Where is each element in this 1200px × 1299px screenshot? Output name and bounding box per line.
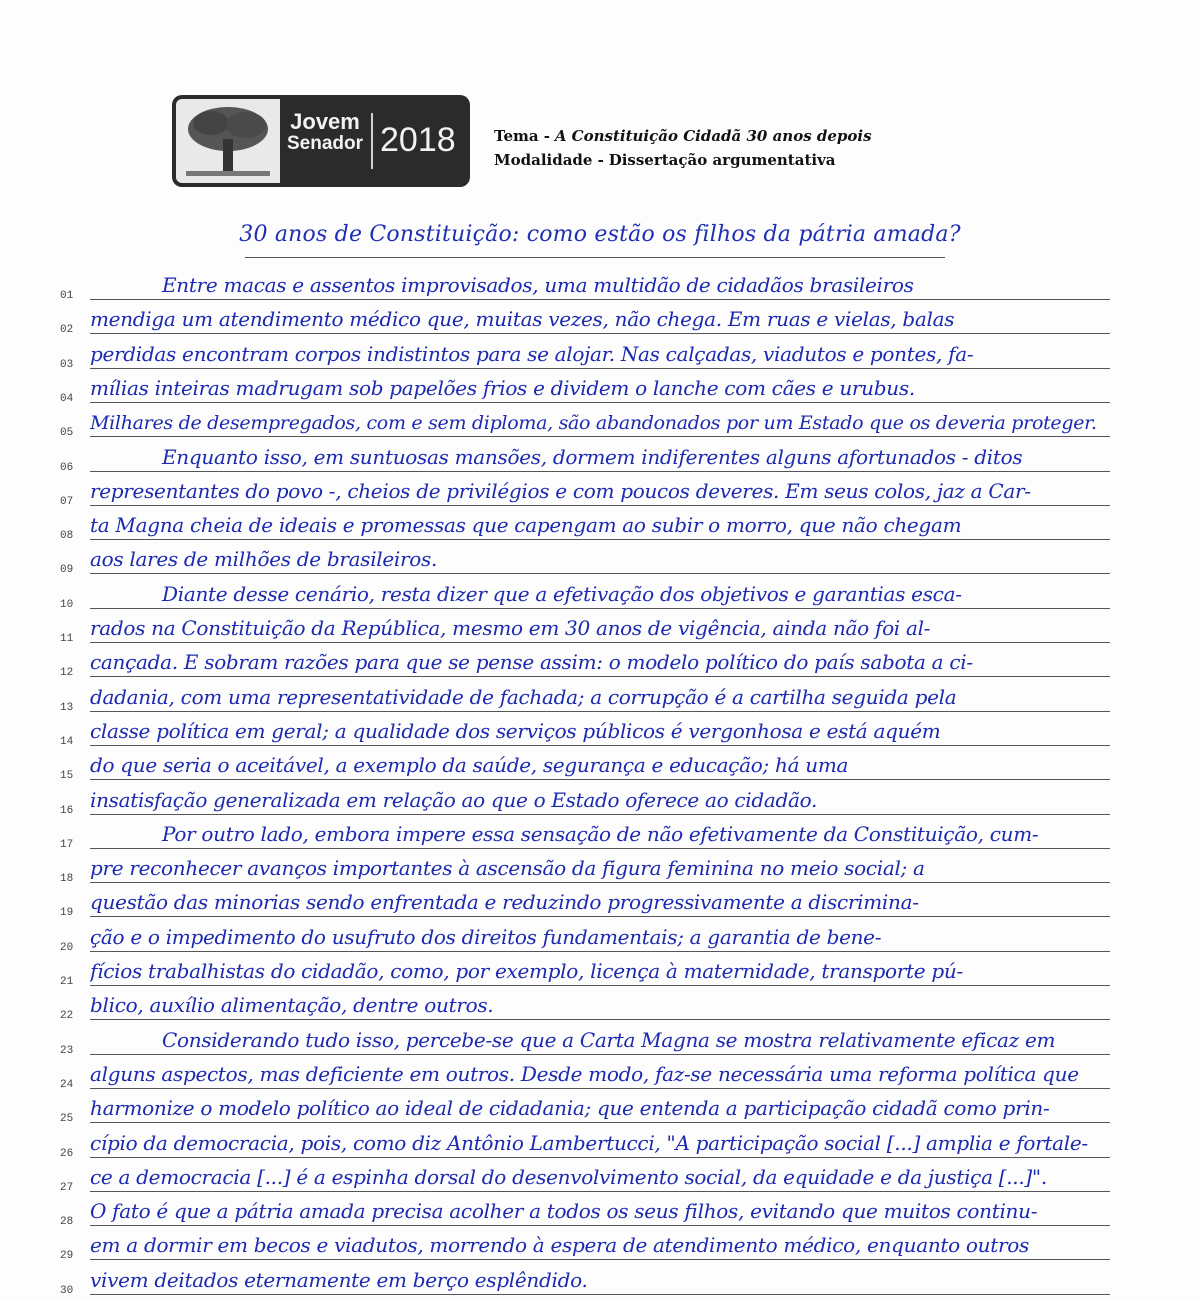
line-number: 16 <box>60 804 74 817</box>
line-rule <box>90 1294 1110 1295</box>
essay-line <box>60 613 1110 647</box>
logo-year: 2018 <box>380 121 456 159</box>
essay-metadata <box>494 124 872 172</box>
essay-line <box>60 373 1110 407</box>
line-rule <box>90 642 1110 643</box>
line-rule <box>90 1054 1110 1055</box>
handwritten-text: mendiga um atendimento médico que, muitas vezes, não chega. Em ruas e vielas, balas <box>90 307 955 332</box>
theme-value: A Constituição Cidadã 30 anos depois <box>554 127 872 145</box>
logo-word-senador: Senador <box>286 133 364 154</box>
essay-line <box>60 510 1110 544</box>
line-number: 22 <box>60 1010 74 1023</box>
line-rule <box>90 368 1110 369</box>
handwritten-text: em a dormir em becos e viadutos, morrendo à espera de atendimento médico, enquanto outros <box>90 1233 1029 1258</box>
essay-line <box>60 1093 1110 1127</box>
handwritten-text: mílias inteiras madrugam sob papelões frios e dividem o lanche com cães e urubus. <box>90 375 915 400</box>
essay-line <box>60 476 1110 510</box>
handwritten-text: cípio da democracia, pois, como diz Antônio Lambertucci, "A participação social [...] amplia e fortale- <box>90 1130 1088 1155</box>
handwritten-text: do que seria o aceitável, a exemplo da saúde, segurança e educação; há uma <box>90 753 849 778</box>
line-number: 25 <box>60 1113 74 1126</box>
line-rule <box>90 573 1110 574</box>
line-rule <box>90 814 1110 815</box>
essay-line <box>60 407 1110 441</box>
line-rule <box>90 608 1110 609</box>
essay-line <box>60 304 1110 338</box>
handwritten-text: blico, auxílio alimentação, dentre outros. <box>90 993 494 1018</box>
line-rule <box>90 1225 1110 1226</box>
line-number: 21 <box>60 976 74 988</box>
theme-row <box>494 124 872 148</box>
handwritten-text: representantes do povo -, cheios de privilégios e com poucos deveres. Em seus colos, jaz a Car- <box>90 478 1031 503</box>
handwritten-text: ção e o impedimento do usufruto dos direitos fundamentais; a garantia de bene- <box>90 924 882 949</box>
line-number: 06 <box>60 461 74 474</box>
line-number: 26 <box>60 1147 74 1160</box>
essay-line <box>60 544 1110 578</box>
line-number: 27 <box>60 1181 74 1194</box>
line-rule <box>90 471 1110 472</box>
essay-line <box>60 1128 1110 1162</box>
line-rule <box>90 1088 1110 1089</box>
line-rule <box>90 711 1110 712</box>
handwritten-text: pre reconhecer avanços importantes à ascensão da figura feminina no meio social; a <box>90 856 925 881</box>
handwritten-text: perdidas encontram corpos indistintos para se alojar. Nas calçadas, viadutos e pontes, fa- <box>90 341 974 366</box>
essay-line <box>60 270 1110 304</box>
essay-line <box>60 819 1110 853</box>
line-rule <box>90 882 1110 883</box>
line-number: 05 <box>60 427 74 440</box>
line-number: 01 <box>60 290 74 302</box>
line-rule <box>90 1122 1110 1123</box>
handwritten-text: alguns aspectos, mas deficiente em outros. Desde modo, faz-se necessária uma reforma política que <box>90 1061 1079 1086</box>
line-rule <box>90 951 1110 952</box>
line-number: 11 <box>60 633 74 645</box>
line-rule <box>90 848 1110 849</box>
line-rule <box>90 299 1110 300</box>
essay-line <box>60 853 1110 887</box>
line-number: 29 <box>60 1250 74 1263</box>
essay-line <box>60 1162 1110 1196</box>
essay-line <box>60 442 1110 476</box>
line-rule <box>90 676 1110 677</box>
handwritten-text: insatisfação generalizada em relação ao que o Estado oferece ao cidadão. <box>90 787 818 812</box>
line-number: 20 <box>60 941 74 954</box>
line-rule <box>90 985 1110 986</box>
line-number: 14 <box>60 735 74 748</box>
line-rule <box>90 505 1110 506</box>
line-rule <box>90 333 1110 334</box>
line-number: 19 <box>60 907 74 920</box>
essay-line <box>60 956 1110 990</box>
line-rule <box>90 1191 1110 1192</box>
handwritten-text: fícios trabalhistas do cidadão, como, por exemplo, licença à maternidade, transporte pú- <box>90 959 963 983</box>
line-rule <box>90 539 1110 540</box>
line-rule <box>90 1019 1110 1020</box>
line-number: 24 <box>60 1078 74 1091</box>
handwritten-text: Enquanto isso, em suntuosas mansões, dormem indiferentes alguns afortunados - ditos <box>162 444 1023 469</box>
essay-line <box>60 1059 1110 1093</box>
line-number: 12 <box>60 667 74 680</box>
logo-divider <box>371 113 373 169</box>
essay-line <box>60 1265 1110 1299</box>
essay-line <box>60 716 1110 750</box>
line-number: 13 <box>60 701 74 714</box>
handwritten-text: aos lares de milhões de brasileiros. <box>90 547 438 572</box>
handwritten-text: ce a democracia [...] é a espinha dorsal do desenvolvimento social, da equidade e da justiça [...]". <box>90 1164 1047 1189</box>
essay-title: 30 anos de Constituição: como estão os filhos da pátria amada? <box>239 222 961 247</box>
line-number: 09 <box>60 564 74 577</box>
essay-line <box>60 682 1110 716</box>
theme-label: Tema - <box>494 127 551 145</box>
handwritten-text: harmonize o modelo político ao ideal de cidadania; que entenda a participação cidadã como prin- <box>90 1096 1050 1121</box>
line-number: 10 <box>60 598 74 611</box>
line-number: 03 <box>60 358 74 371</box>
line-number: 15 <box>60 770 74 783</box>
handwritten-text: ta Magna cheia de ideais e promessas que capengam ao subir o morro, que não chegam <box>90 513 962 538</box>
handwritten-text: vivem deitados eternamente em berço esplêndido. <box>90 1267 588 1292</box>
line-number: 18 <box>60 873 74 886</box>
handwritten-text: dadania, com uma representatividade de fachada; a corrupção é a cartilha seguida pela <box>90 684 957 709</box>
jovem-senador-logo <box>172 95 470 187</box>
essay-line <box>60 1196 1110 1230</box>
title-underline <box>245 257 945 258</box>
essay-line <box>60 579 1110 613</box>
line-number: 02 <box>60 324 74 337</box>
line-rule <box>90 1157 1110 1158</box>
line-rule <box>90 916 1110 917</box>
line-rule <box>90 1259 1110 1260</box>
essay-line <box>60 1230 1110 1264</box>
line-number: 08 <box>60 530 74 543</box>
essay-line <box>60 785 1110 819</box>
modality-label: Modalidade - <box>494 151 604 169</box>
handwritten-text: cançada. E sobram razões para que se pense assim: o modelo político do país sabota a ci- <box>90 650 973 675</box>
tree-icon <box>176 99 280 183</box>
essay-line <box>60 750 1110 784</box>
handwritten-text: Considerando tudo isso, percebe-se que a Carta Magna se mostra relativamente eficaz em <box>162 1027 1056 1052</box>
essay-line <box>60 990 1110 1024</box>
line-number: 28 <box>60 1216 74 1229</box>
line-number: 30 <box>60 1284 74 1297</box>
essay-line <box>60 647 1110 681</box>
handwritten-text: questão das minorias sendo enfrentada e reduzindo progressivamente a discrimina- <box>90 890 919 915</box>
logo-word-jovem: Jovem <box>290 109 360 134</box>
essay-line <box>60 922 1110 956</box>
handwritten-text: Por outro lado, embora impere essa sensação de não efetivamente da Constituição, cum- <box>162 821 1039 846</box>
handwritten-text: rados na Constituição da República, mesmo em 30 anos de vigência, ainda não foi al- <box>90 616 931 640</box>
line-number: 17 <box>60 838 74 851</box>
line-number: 04 <box>60 392 74 405</box>
handwritten-text: Diante desse cenário, resta dizer que a efetivação dos objetivos e garantias esca- <box>162 581 962 606</box>
essay-line <box>60 1025 1110 1059</box>
line-rule <box>90 779 1110 780</box>
line-rule <box>90 436 1110 437</box>
handwritten-text: Entre macas e assentos improvisados, uma multidão de cidadãos brasileiros <box>162 273 914 297</box>
line-number: 07 <box>60 495 74 508</box>
essay-line <box>60 887 1110 921</box>
modality-row <box>494 148 872 172</box>
essay-line <box>60 339 1110 373</box>
line-number: 23 <box>60 1044 74 1057</box>
handwritten-text: classe política em geral; a qualidade dos serviços públicos é vergonhosa e está aquém <box>90 718 941 743</box>
line-rule <box>90 402 1110 403</box>
handwritten-text: O fato é que a pátria amada precisa acolher a todos os seus filhos, evitando que muitos continu- <box>90 1199 1038 1224</box>
line-rule <box>90 745 1110 746</box>
handwritten-text: Milhares de desempregados, com e sem diploma, são abandonados por um Estado que os deveria proteger. <box>90 412 1097 435</box>
modality-value: Dissertação argumentativa <box>608 151 836 169</box>
logo-wordmark <box>284 111 366 155</box>
